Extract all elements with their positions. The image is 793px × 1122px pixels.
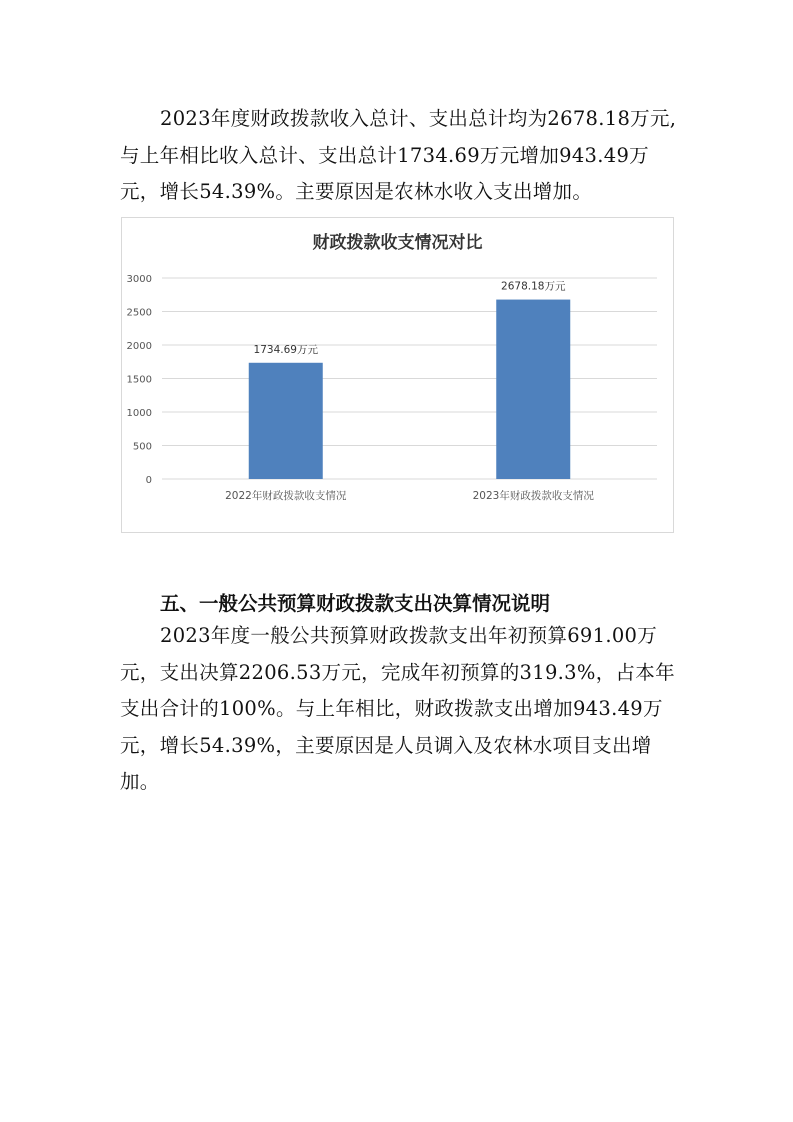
bars	[249, 300, 571, 479]
category-label-0: 2022年财政拨款收支情况	[225, 490, 347, 502]
data-label-1: 2678.18万元	[501, 280, 566, 293]
bar-chart-fiscal-comparison	[121, 217, 674, 533]
paragraph-general-budget-expenditure: 2023年度一般公共预算财政拨款支出年初预算691.00万元，支出决算2206.53万元，完成年初预算的319.3%，占本年支出合计的100%。与上年相比，财政拨款支出增加943.49万元，增长54.39%，主要原因是人员调入及农林水项目支出增加。	[120, 624, 675, 793]
category-label-1: 2023年财政拨款收支情况	[472, 490, 594, 502]
chart-canvas	[122, 218, 673, 532]
section-heading: 五、一般公共预算财政拨款支出决算情况说明	[160, 592, 551, 615]
y-tick-label-4: 2000	[126, 341, 152, 352]
y-tick-label-1: 500	[132, 441, 152, 453]
y-tick-label-0: 0	[145, 475, 152, 486]
y-tick-label-2: 1000	[126, 408, 152, 419]
bar-1	[496, 300, 570, 479]
x-axis-categories	[225, 489, 594, 502]
y-axis-ticks	[127, 274, 152, 486]
y-tick-label-3: 1500	[126, 374, 152, 386]
paragraph-revenue-expenditure-total: 2023年度财政拨款收入总计、支出总计均为2678.18万元,与上年相比收入总计、支出总计1734.69万元增加943.49万元，增长54.39%。主要原因是农林水收入支出增加。	[120, 107, 677, 203]
gridlines	[162, 278, 657, 479]
bar-0	[249, 363, 323, 479]
data-label-0: 1734.69万元	[253, 343, 318, 356]
y-tick-label-5: 2500	[126, 307, 152, 319]
chart-title: 财政拨款收支情况对比	[312, 233, 483, 253]
y-tick-label-6: 3000	[126, 274, 152, 285]
